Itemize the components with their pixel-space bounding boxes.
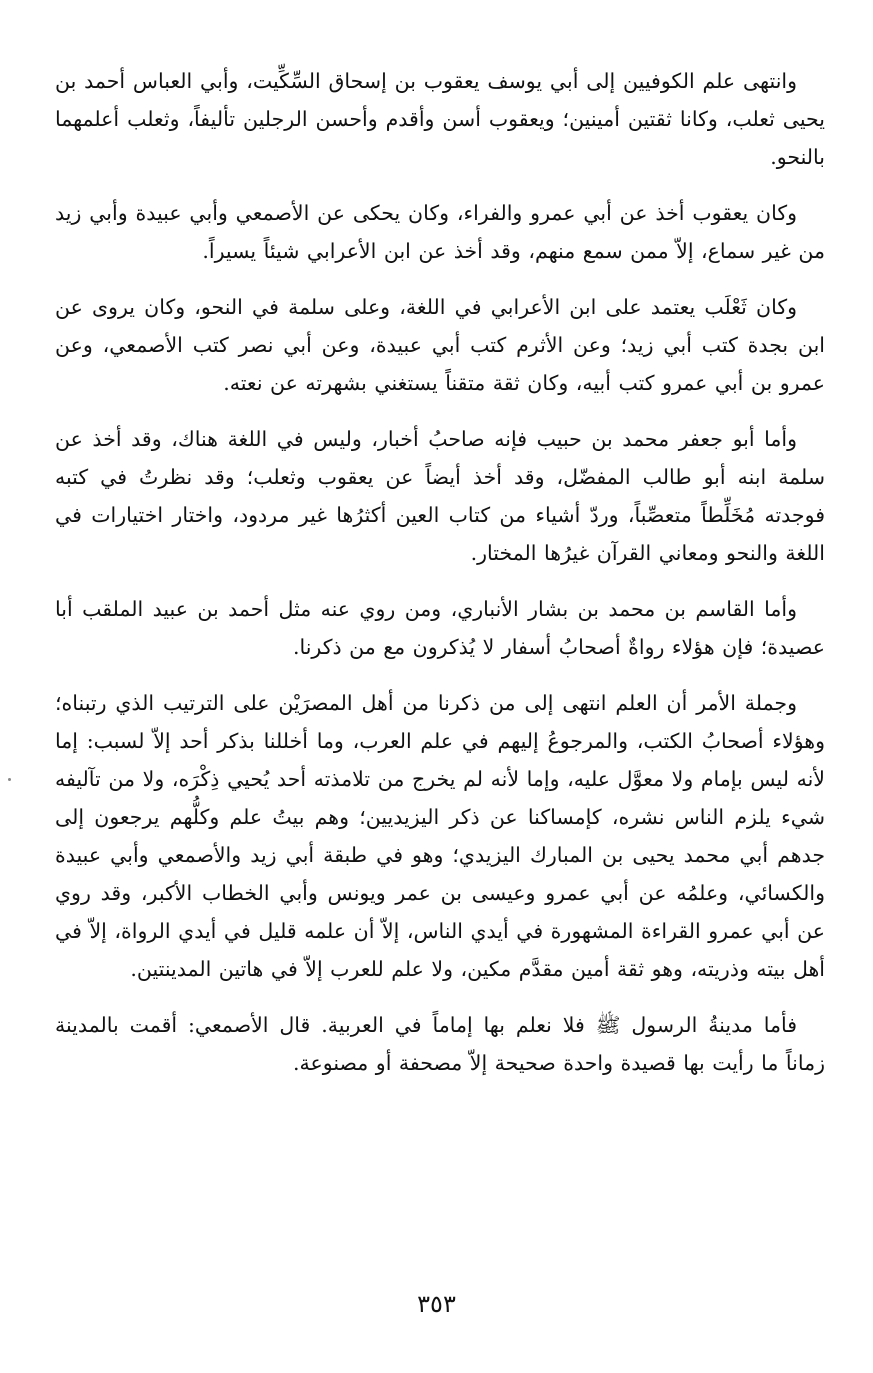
paragraph-medina: فأما مدينةُ الرسول ﷺ فلا نعلم بها إماماً في العربية. قال الأصمعي: أقمت بالمدينة زماناً ما رأيت بها قصيدة واحدة صحيحة إلاّ مصحفة أو مصنوعة. [55,1013,825,1075]
paragraph-ibn-habib: وأما أبو جعفر محمد بن حبيب فإنه صاحبُ أخبار، وليس في اللغة هناك، وقد أخذ عن سلمة ابنه أبو طالب المفضّل، وقد أخذ أيضاً عن يعقوب وثعلب؛ وقد نظرتُ في كتبه فوجدته مُخَلِّطاً متعصِّباً، وردّ أشياء من كتاب العين أكثرُها غير مردود، واختار اختيارات في اللغة والنحو ومعاني القرآن غيرُها المختار. [55,427,825,565]
paragraph-thalab: وكان ثَعْلَب يعتمد على ابن الأعرابي في اللغة، وعلى سلمة في النحو، وكان يروى عن ابن بجدة كتب أبي زيد؛ وعن الأثرم كتب أبي عبيدة، وعن أبي نصر كتب الأصمعي، وعن عمرو بن أبي عمرو كتب أبيه، وكان ثقة متقناً يستغني بشهرته عن نعته. [55,295,825,395]
paragraph-summary: وجملة الأمر أن العلم انتهى إلى من ذكرنا من أهل المصرَيْن على الترتيب الذي رتبناه؛ وهؤلاء أصحابُ الكتب، والمرجوعُ إليهم في علم العرب، وما أخللنا بذكر أحد إلاّ لسبب: إما لأنه ليس بإمام ولا معوَّل عليه، وإما لأنه لم يخرج من تلامذته أحد يُحيي ذِكْرَه، ولا من تآليفه شيء يلزم الناس نشره، كإمساكنا عن ذكر اليزيديين؛ وهم بيتُ علم وكلُّهم يرجعون إلى جدهم أبي محمد يحيى بن المبارك اليزيدي؛ وهو في طبقة أبي زيد والأصمعي وأبي عبيدة والكسائي، وعلمُه عن أبي عمرو وعيسى بن عمر ويونس وأبي الخطاب الأكبر، وقد روي عن أبي عمرو القراءة المشهورة في أيدي الناس، إلاّ أن علمه قليل في أيدي الرواة، إلاّ في أهل بيته وذريته، وهو ثقة أمين مقدَّم مكين، ولا علم للعرب إلاّ في هاتين المدينتين. [55,691,825,981]
paragraph-al-anbari: وأما القاسم بن محمد بن بشار الأنباري، ومن روي عنه مثل أحمد بن عبيد الملقب أبا عصيدة؛ فإن هؤلاء رواةٌ أصحابُ أسفار لا يُذكرون مع من ذكرنا. [55,597,825,659]
paragraph-yaqub: وكان يعقوب أخذ عن أبي عمرو والفراء، وكان يحكى عن الأصمعي وأبي عبيدة وأبي زيد من غير سماع، إلاّ ممن سمع منهم، وقد أخذ عن ابن الأعرابي شيئاً يسيراً. [55,201,825,263]
margin-mark [8,778,11,781]
page-number: ٣٥٣ [417,1290,456,1318]
paragraph-kufan-scholars: وانتهى علم الكوفيين إلى أبي يوسف يعقوب بن إسحاق السِّكِّيت، وأبي العباس أحمد بن يحيى ثعلب، وكانا ثقتين أمينين؛ ويعقوب أسن وأقدم وأحسن الرجلين تأليفاً، وثعلب أعلمهما بالنحو. [55,69,825,169]
page-body [55,62,825,1100]
